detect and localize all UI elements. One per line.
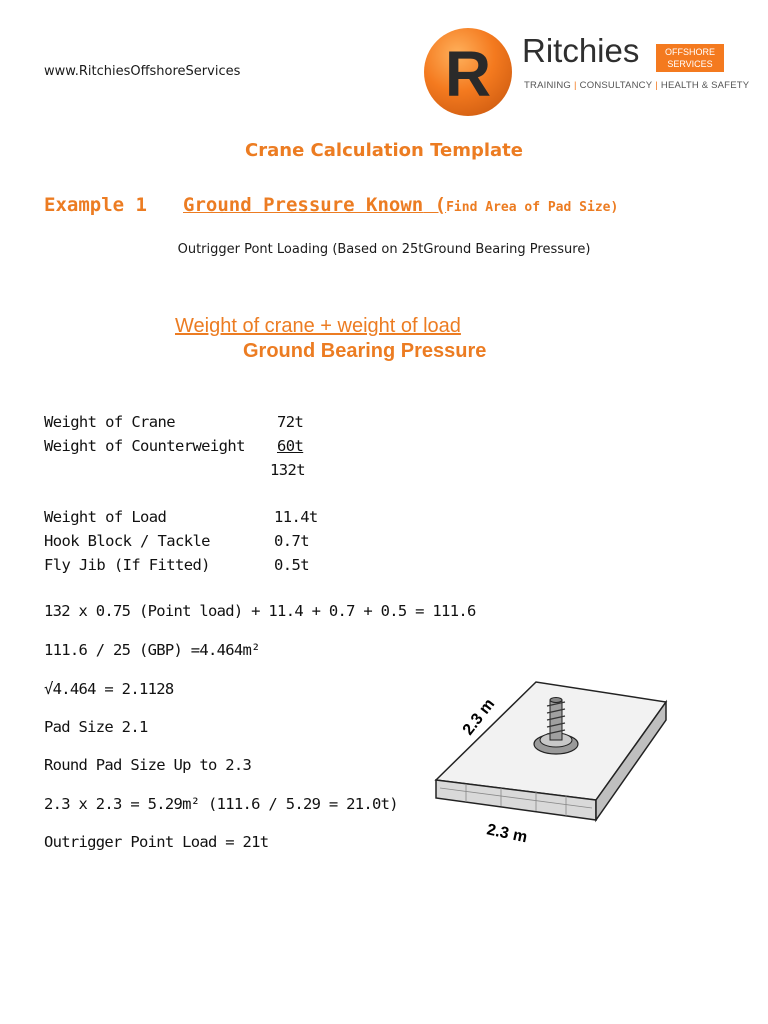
weight-label: Weight of Counterweight	[44, 437, 245, 455]
calc-line: 132 x 0.75 (Point load) + 11.4 + 0.7 + 0.5 = 111.6	[44, 602, 476, 620]
calc-line: √4.464 = 2.1128	[44, 680, 174, 698]
tagline-separator: |	[574, 80, 577, 91]
brand-badge-line-2: SERVICES	[667, 59, 713, 69]
calc-line: 111.6 / 25 (GBP) =4.464m²	[44, 641, 260, 659]
brand-tagline	[524, 80, 749, 91]
example-heading-paren-close: )	[610, 200, 619, 215]
calc-line: 2.3 x 2.3 = 5.29m² (111.6 / 5.29 = 21.0t)	[44, 795, 398, 813]
load-item-value: 11.4t	[274, 508, 318, 526]
website-url: www.RitchiesOffshoreServices	[44, 64, 241, 79]
calc-line: Pad Size 2.1	[44, 718, 148, 736]
weight-value: 72t	[277, 413, 304, 431]
weight-label: Weight of Crane	[44, 413, 175, 431]
tagline-training: TRAINING	[524, 80, 571, 91]
weights-total: 132t	[270, 461, 305, 479]
example-subtitle: Outrigger Pont Loading (Based on 25tGround Bearing Pressure)	[177, 242, 591, 257]
brand-badge	[656, 44, 724, 72]
load-item-label: Weight of Load	[44, 508, 167, 526]
logo-letter: R	[444, 38, 492, 110]
example-heading	[183, 194, 618, 216]
weight-value: 60t	[277, 437, 304, 455]
example-heading-main: Ground Pressure Known	[183, 194, 424, 216]
load-item-value: 0.7t	[274, 532, 309, 550]
load-item-label: Hook Block / Tackle	[44, 532, 210, 550]
calc-line: Round Pad Size Up to 2.3	[44, 756, 252, 774]
formula-numerator: Weight of crane + weight of load	[175, 315, 461, 337]
tagline-health-safety: HEALTH & SAFETY	[660, 80, 750, 91]
formula-denominator: Ground Bearing Pressure	[243, 340, 487, 362]
outrigger-pad-illustration	[426, 672, 706, 862]
load-item-value: 0.5t	[274, 556, 309, 574]
calc-line: Outrigger Point Load = 21t	[44, 833, 269, 851]
load-item-label: Fly Jib (If Fitted)	[44, 556, 210, 574]
example-heading-paren-open: (	[423, 194, 447, 216]
brand-name: Ritchies	[522, 32, 640, 69]
tagline-separator: |	[655, 80, 658, 91]
dimension-front-label: 2.3 m	[485, 821, 529, 847]
dimension-side-label: 2.3 m	[459, 695, 499, 739]
example-heading-sub: Find Area of Pad Size	[446, 200, 611, 215]
example-label: Example 1	[44, 194, 147, 216]
logo-icon	[424, 28, 512, 116]
brand-badge-line-1: OFFSHORE	[664, 47, 715, 57]
tagline-consultancy: CONSULTANCY	[579, 80, 653, 91]
page-title: Crane Calculation Template	[245, 140, 523, 161]
